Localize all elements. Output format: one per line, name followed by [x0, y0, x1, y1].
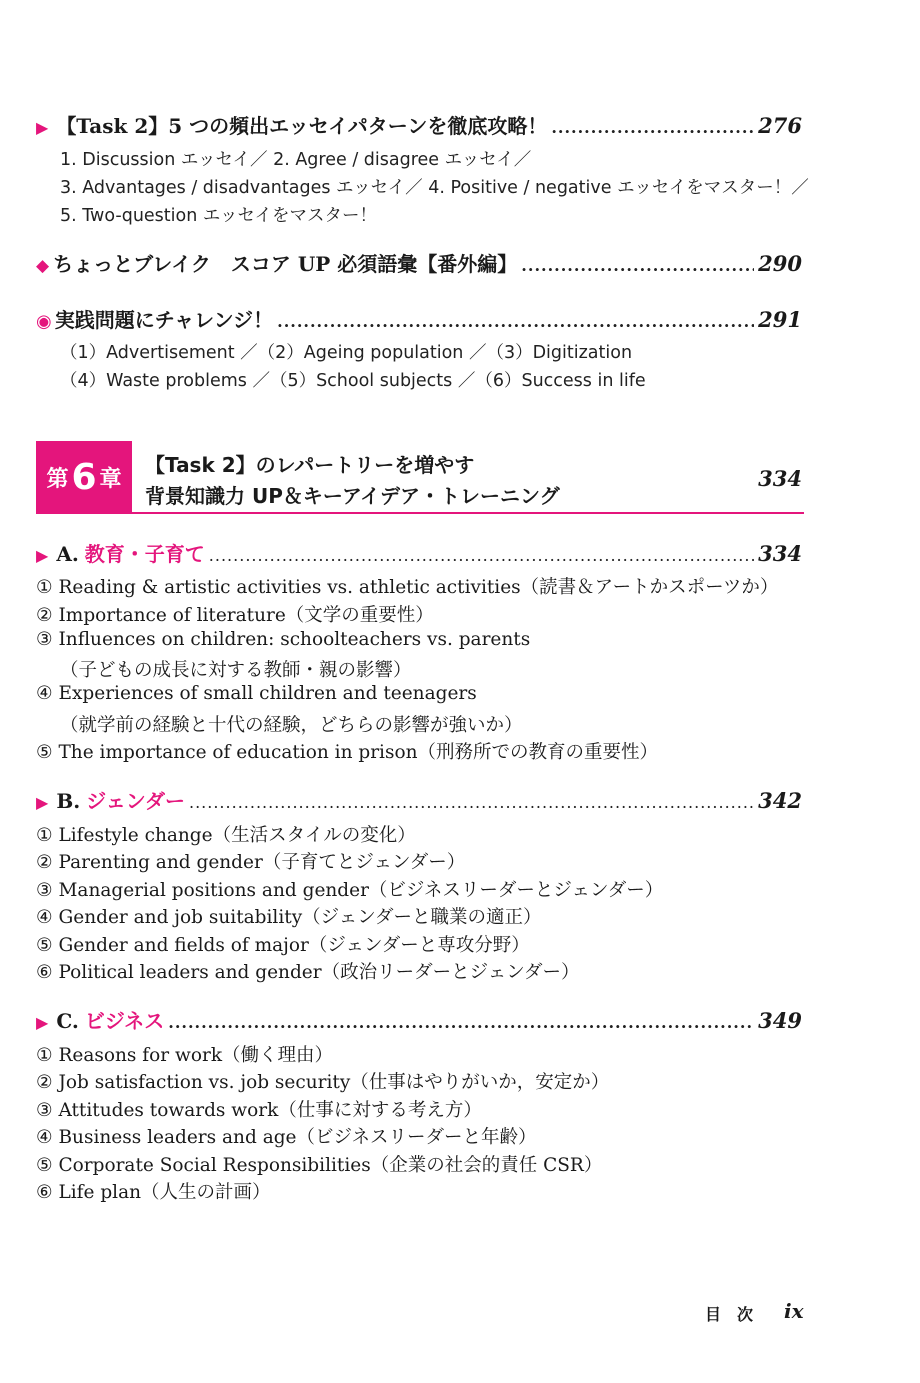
list-item: ② Job satisfaction vs. job security（仕事はやりがいか，安定か） — [36, 1072, 610, 1093]
toc-entry-title: 【Task 2】5 つの頻出エッセイパターンを徹底攻略！ — [56, 114, 548, 138]
list-item: ③ Managerial positions and gender（ビジネスリーダーとジェンダー） — [36, 880, 664, 901]
section-letter: B. — [56, 789, 81, 813]
list-item: ⑤ Gender and fields of major（ジェンダーと専攻分野） — [36, 935, 530, 956]
toc-subitem: 1. Discussion エッセイ／ 2. Agree / disagree エッセイ／ — [60, 150, 532, 170]
list-item: ① Lifestyle change（生活スタイルの変化） — [36, 825, 416, 846]
triangle-icon: ▶ — [36, 1013, 49, 1032]
list-item: ① Reading & artistic activities vs. athletic activities（読書＆アートかスポーツか） — [36, 577, 779, 598]
triangle-icon: ▶ — [36, 546, 49, 565]
toc-entry-title: 実践問題にチャレンジ！ — [54, 308, 274, 332]
toc-entry-task2[interactable] — [36, 110, 802, 139]
toc-subitem: （4）Waste problems ／（5）School subjects ／（6）Success in life — [60, 371, 646, 391]
diamond-icon: ◆ — [36, 256, 50, 276]
toc-section-a[interactable] — [36, 538, 802, 567]
list-item: ④ Gender and job suitability（ジェンダーと職業の適正） — [36, 907, 542, 928]
footer-page-number: ix — [784, 1299, 804, 1323]
toc-subitem: 3. Advantages / disadvantages エッセイ／ 4. Positive / negative エッセイをマスター！／ — [60, 178, 809, 198]
toc-page-number: 349 — [758, 1008, 802, 1033]
chapter-page-number: 334 — [758, 466, 802, 491]
toc-section-c[interactable] — [36, 1005, 802, 1034]
toc-entry-practice[interactable] — [36, 304, 802, 333]
section-letter: A. — [56, 542, 79, 566]
chapter-number: 6 — [71, 456, 97, 498]
list-item-note: （子どもの成長に対する教師・親の影響） — [60, 660, 412, 681]
leader-dots — [521, 256, 754, 275]
list-item: ③ Influences on children: schoolteachers vs. parents — [36, 629, 531, 650]
toc-page-number: 334 — [758, 541, 802, 566]
leader-dots — [277, 312, 754, 331]
chapter-suffix: 章 — [99, 466, 122, 492]
list-item: ④ Experiences of small children and teenagers — [36, 683, 477, 704]
toc-page-number: 276 — [758, 113, 802, 138]
toc-page-number: 291 — [758, 307, 802, 332]
section-title: ジェンダー — [86, 789, 185, 813]
chapter-label-box — [36, 441, 132, 513]
chapter-prefix: 第 — [46, 466, 69, 492]
toc-page-number: 290 — [758, 251, 802, 276]
list-item: ⑥ Political leaders and gender（政治リーダーとジェンダー） — [36, 962, 580, 983]
list-item: ② Importance of literature（文学の重要性） — [36, 605, 434, 626]
footer-label: 目 次 — [705, 1305, 754, 1324]
list-item-note: （就学前の経験と十代の経験，どちらの影響が強いか） — [60, 715, 523, 736]
toc-section-b[interactable] — [36, 785, 802, 814]
chapter-title-line1[interactable]: 【Task 2】のレパートリーを増やす — [145, 453, 475, 477]
chapter-underline — [36, 512, 804, 514]
list-item: ④ Business leaders and age（ビジネスリーダーと年齢） — [36, 1127, 537, 1148]
list-item: ③ Attitudes towards work（仕事に対する考え方） — [36, 1100, 482, 1121]
section-title: 教育・子育て — [84, 542, 205, 566]
list-item: ① Reasons for work（働く理由） — [36, 1045, 334, 1066]
bullseye-icon: ◉ — [36, 311, 52, 332]
triangle-icon: ▶ — [36, 793, 49, 812]
leader-dots — [551, 118, 754, 137]
toc-page-number: 342 — [758, 788, 802, 813]
list-item: ⑤ The importance of education in prison（刑務所での教育の重要性） — [36, 742, 659, 763]
list-item: ⑤ Corporate Social Responsibilities（企業の社会的責任 CSR） — [36, 1155, 603, 1176]
toc-entry-break[interactable] — [36, 248, 802, 277]
leader-dots — [168, 1013, 754, 1032]
toc-entry-title: ちょっとブレイク スコア UP 必須語彙【番外編】 — [53, 252, 518, 276]
leader-dots — [189, 793, 754, 812]
leader-dots — [209, 546, 754, 565]
chapter-title-line2[interactable]: 背景知識力 UP＆キーアイデア・トレーニング — [145, 484, 560, 508]
list-item: ② Parenting and gender（子育てとジェンダー） — [36, 852, 466, 873]
toc-subitem: 5. Two-question エッセイをマスター！ — [60, 206, 378, 226]
section-letter: C. — [56, 1009, 79, 1033]
toc-subitem: （1）Advertisement ／（2）Ageing population ／（3）Digitization — [60, 343, 633, 363]
list-item: ⑥ Life plan（人生の計画） — [36, 1182, 271, 1203]
section-title: ビジネス — [84, 1009, 165, 1033]
triangle-icon: ▶ — [36, 118, 49, 137]
